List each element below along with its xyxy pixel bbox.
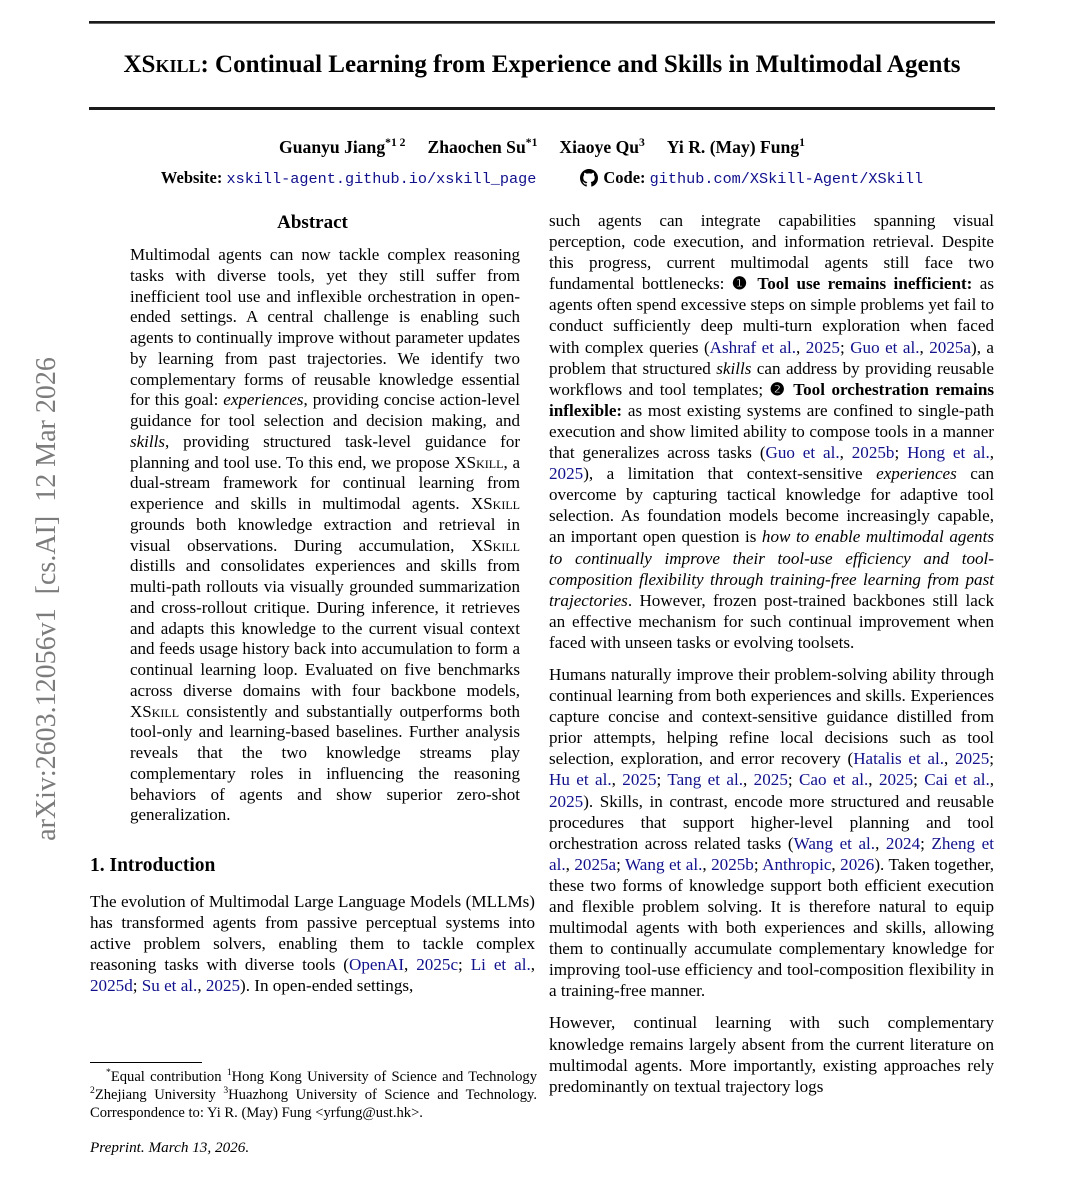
section-heading-introduction: 1. Introduction — [90, 855, 216, 876]
text-run: skills — [130, 431, 165, 451]
text-run: 2 — [90, 1085, 95, 1097]
footnote-block — [90, 1062, 537, 1157]
text-run: ❶ Tool use remains inefficient: — [731, 274, 973, 294]
text-run: can overcome by capturing tactical knowledge for adaptive tool selection. As foundation models become increasingly capable, an important open question is — [549, 464, 994, 547]
citation-link[interactable]: Hatalis et al. — [853, 749, 945, 769]
text-run: experiences — [876, 464, 957, 484]
citation-link[interactable]: Wang et al. — [793, 833, 876, 853]
citation-link[interactable]: Wang et al. — [625, 854, 703, 874]
text-run: , — [404, 955, 417, 975]
arxiv-stamp: arXiv:2603.12056v1 [cs.AI] 12 Mar 2026 — [31, 357, 62, 841]
text-run: ; — [913, 770, 925, 790]
author-name — [559, 137, 644, 157]
text-run: XSkill — [454, 452, 504, 472]
website-group — [161, 168, 536, 187]
text-run: , — [530, 955, 535, 975]
text-run: ). In open-ended settings, — [240, 976, 414, 996]
text-run: , — [197, 976, 206, 996]
body-paragraph — [549, 1012, 994, 1096]
text-run: , — [831, 854, 841, 874]
citation-link[interactable]: Tang et al. — [667, 770, 743, 790]
website-label: Website: — [160, 168, 223, 187]
citation-link[interactable]: Cao et al. — [799, 770, 869, 790]
citation-link[interactable]: Cai et al. — [924, 770, 990, 790]
text-run: , — [611, 770, 623, 790]
text-run: * — [106, 1067, 111, 1079]
text-run: ). Taken together, these two forms of knowledge support both efficient execution and flexible problem solving. It is therefore natural to equip multimodal agents with both experiences and skills, allowing them to continually accumulate complementary knowledge for improving tool-use efficiency and tool-composition flexibility in a training-free manner. — [549, 854, 995, 1001]
text-run: ; — [616, 854, 626, 874]
text-run: Zhaochen Su — [427, 137, 526, 157]
text-run: XSkill — [470, 494, 520, 513]
citation-link[interactable]: 2024 — [885, 833, 921, 853]
citation-link[interactable]: 2025a — [929, 337, 971, 357]
text-run: *1 — [525, 136, 538, 150]
citation-link[interactable]: 2025 — [753, 770, 788, 790]
citation-link[interactable]: Ashraf et al. — [709, 337, 797, 357]
citation-link[interactable]: 2026 — [840, 854, 875, 874]
citation-link[interactable]: 2025 — [955, 749, 990, 769]
citation-link[interactable]: 2025b — [851, 443, 895, 463]
footnote-text — [90, 1068, 537, 1122]
text-run: , — [989, 443, 994, 463]
text-run: as most existing systems are confined to single-path execution and show limited ability to compose tools in a manner that generalizes across tasks ( — [549, 400, 994, 463]
citation-link[interactable]: 2025 — [549, 464, 584, 484]
citation-link[interactable]: 2025 — [622, 770, 657, 790]
text-run: *1 2 — [385, 136, 406, 150]
text-run: , — [796, 337, 806, 357]
text-run: ; — [132, 976, 142, 996]
right-column — [549, 210, 994, 1097]
citation-link[interactable]: 2025b — [711, 854, 754, 874]
citation-link[interactable]: OpenAI — [348, 955, 405, 975]
text-run: However, continual learning with such complementary knowledge remains largely absent from the current literature on multimodal agents. More importantly, existing approaches rely predominantly on textual trajectory logs — [549, 1013, 994, 1096]
left-column — [90, 212, 535, 996]
abstract-text — [90, 245, 535, 826]
text-run: , — [875, 833, 886, 853]
citation-link[interactable]: 2025a — [574, 854, 617, 874]
text-run: ; — [989, 749, 994, 769]
text-run: , — [944, 749, 956, 769]
text-run: 1 — [226, 1067, 232, 1079]
citation-link[interactable]: Hong et al. — [907, 443, 990, 463]
author-name — [667, 137, 805, 157]
citation-link[interactable]: 2025d — [90, 976, 133, 996]
title-rule-top — [89, 21, 995, 24]
preprint-note: Preprint. March 13, 2026. — [90, 1139, 250, 1156]
text-run: ❷ Tool orchestration remains inflexible: — [549, 379, 994, 420]
code-group — [580, 168, 923, 187]
title-rule-bottom — [89, 107, 995, 110]
text-run: ; — [656, 770, 668, 790]
text-run: XSkill — [470, 535, 520, 555]
text-run: XSkill — [123, 51, 201, 78]
text-run: grounds both knowledge extraction and retrieval in visual observations. During accumulation, — [130, 514, 520, 555]
code-link[interactable]: github.com/XSkill-Agent/XSkill — [649, 170, 924, 188]
text-run: , a dual-stream framework for continual learning from experience and skills in multimodal agents. — [130, 452, 520, 513]
text-run: Yi R. (May) Fung — [666, 137, 800, 157]
text-run: 3 — [223, 1085, 229, 1097]
citation-link[interactable]: Guo et al. — [850, 337, 920, 357]
citation-link[interactable]: Anthropic — [762, 854, 832, 874]
intro-paragraph — [90, 891, 535, 996]
text-run: as agents often spend excessive steps on simple problems yet fail to conduct sufficiently deep multi-turn exploration when faced with complex queries ( — [549, 274, 994, 357]
text-run: distills and consolidates experiences and skills from multi-path rollouts via visually grounded summarization and cross-rollout critique. During inference, it retrieves and adapts this knowledge to the current visual context and feeds usage history back into accumulation to form a continual learning loop. Evaluated on five benchmarks across diverse domains with four backbone models, — [130, 556, 520, 700]
citation-link[interactable]: 2025 — [205, 976, 241, 996]
text-run: ; — [753, 854, 763, 874]
author-list — [90, 136, 994, 158]
citation-link[interactable]: 2025 — [549, 791, 584, 811]
abstract-heading: Abstract — [277, 212, 348, 233]
text-run: ; — [458, 955, 471, 975]
text-run: , — [839, 443, 852, 463]
text-run: such agents can integrate capabilities spanning visual perception, code execution, and information retrieval. Despite this progress, current multimodal agents still face two fundamental bottlenecks: — [549, 211, 994, 294]
text-run: ). Skills, in contrast, encode more structured and reusable procedures that support higher-level planning and tool orchestration across related tasks ( — [549, 791, 994, 853]
text-run: ; — [894, 443, 908, 463]
text-run: , providing structured task-level guidance for planning and tool use. To this end, we propose — [130, 431, 520, 472]
text-run: Xiaoye Qu — [559, 137, 640, 157]
text-run: skills — [716, 358, 752, 378]
text-run: ; — [920, 833, 932, 853]
citation-link[interactable]: Guo et al. — [765, 443, 840, 463]
text-run: XSkill — [130, 701, 180, 721]
citation-link[interactable]: 2025c — [416, 955, 459, 975]
footnote-rule — [90, 1062, 202, 1063]
text-run: Zhejiang University — [94, 1087, 224, 1103]
text-run: Humans naturally improve their problem-solving ability through continual learning from both experiences and skills. Experiences capture concise and context-sensitive guidance distilled from prior attempts, helping refine local decisions such as tool selection, exploration, and error recovery ( — [549, 664, 994, 769]
text-run: , — [743, 770, 754, 790]
body-paragraph — [549, 210, 994, 653]
text-run: : Continual Learning from Experience and Skills in Multimodal Agents — [200, 51, 961, 78]
citation-link[interactable]: Zheng et al. — [549, 833, 994, 874]
text-run: , providing concise action-level guidance for tool selection and decision making, and — [130, 390, 520, 430]
text-run: 1 — [799, 136, 805, 150]
text-run: how to enable multimodal agents to continually improve their tool-use efficiency and tool-composition flexibility through training-free learning from past trajectories — [549, 527, 994, 610]
text-run: , — [702, 854, 712, 874]
code-label: Code: — [603, 168, 646, 187]
links-row — [90, 166, 994, 193]
text-run: experiences — [223, 390, 304, 410]
citation-link[interactable]: Li et al. — [470, 955, 531, 975]
text-run: ), a problem that structured — [549, 337, 995, 378]
website-link[interactable]: xskill-agent.github.io/xskill_page — [226, 170, 537, 188]
text-run: Guanyu Jiang — [279, 137, 386, 157]
text-run: The evolution of Multimodal Large Language Models (MLLMs) has transformed agents from passive perceptual systems into active problem solvers, enabling them to tackle complex reasoning tasks with diverse tools ( — [90, 892, 535, 975]
text-run: ), a limitation that context-sensitive — [583, 464, 877, 484]
citation-link[interactable]: 2025 — [805, 337, 840, 357]
citation-link[interactable]: Su et al. — [141, 976, 198, 996]
text-run: 3 — [639, 136, 645, 150]
text-run: can address by providing reusable workflows and tool templates; — [549, 358, 994, 399]
text-run: Huazhong University of Science and Technology. Correspondence to: Yi R. (May) Fung <yrfung@ust.hk>. — [90, 1087, 537, 1121]
text-run: ; — [839, 337, 851, 357]
citation-link[interactable]: 2025 — [878, 770, 914, 790]
text-run: , — [919, 337, 930, 357]
paper-title — [90, 49, 994, 80]
body-paragraph — [549, 664, 994, 1002]
author-name — [427, 137, 537, 157]
text-run: ; — [787, 770, 800, 790]
text-run: Multimodal agents can now tackle complex reasoning tasks with diverse tools, yet they still suffer from inefficient tool use and inflexible orchestration in open-ended settings. A central challenge is enabling such agents to continually improve without parameter updates by learning from past trajectories. We identify two complementary forms of reusable knowledge essential for this goal: — [130, 245, 520, 410]
text-run: Hong Kong University of Science and Technology — [231, 1069, 537, 1085]
github-icon[interactable] — [580, 169, 598, 193]
citation-link[interactable]: Hu et al. — [549, 770, 612, 790]
text-run: , — [868, 770, 879, 790]
author-name — [279, 137, 405, 157]
text-run: consistently and substantially outperforms both tool-only and learning-based baselines. Further analysis reveals that the two knowledge streams play complementary roles in influencing the reasoning behaviors of agents and show superior zero-shot generalization. — [130, 701, 520, 825]
text-run: , — [989, 770, 995, 790]
text-run: . However, frozen post-trained backbones still lack an effective mechanism for such continual improvement when faced with unseen tasks or evolving toolsets. — [549, 590, 994, 652]
text-run: Equal contribution — [110, 1069, 227, 1085]
text-run: , — [565, 854, 575, 874]
